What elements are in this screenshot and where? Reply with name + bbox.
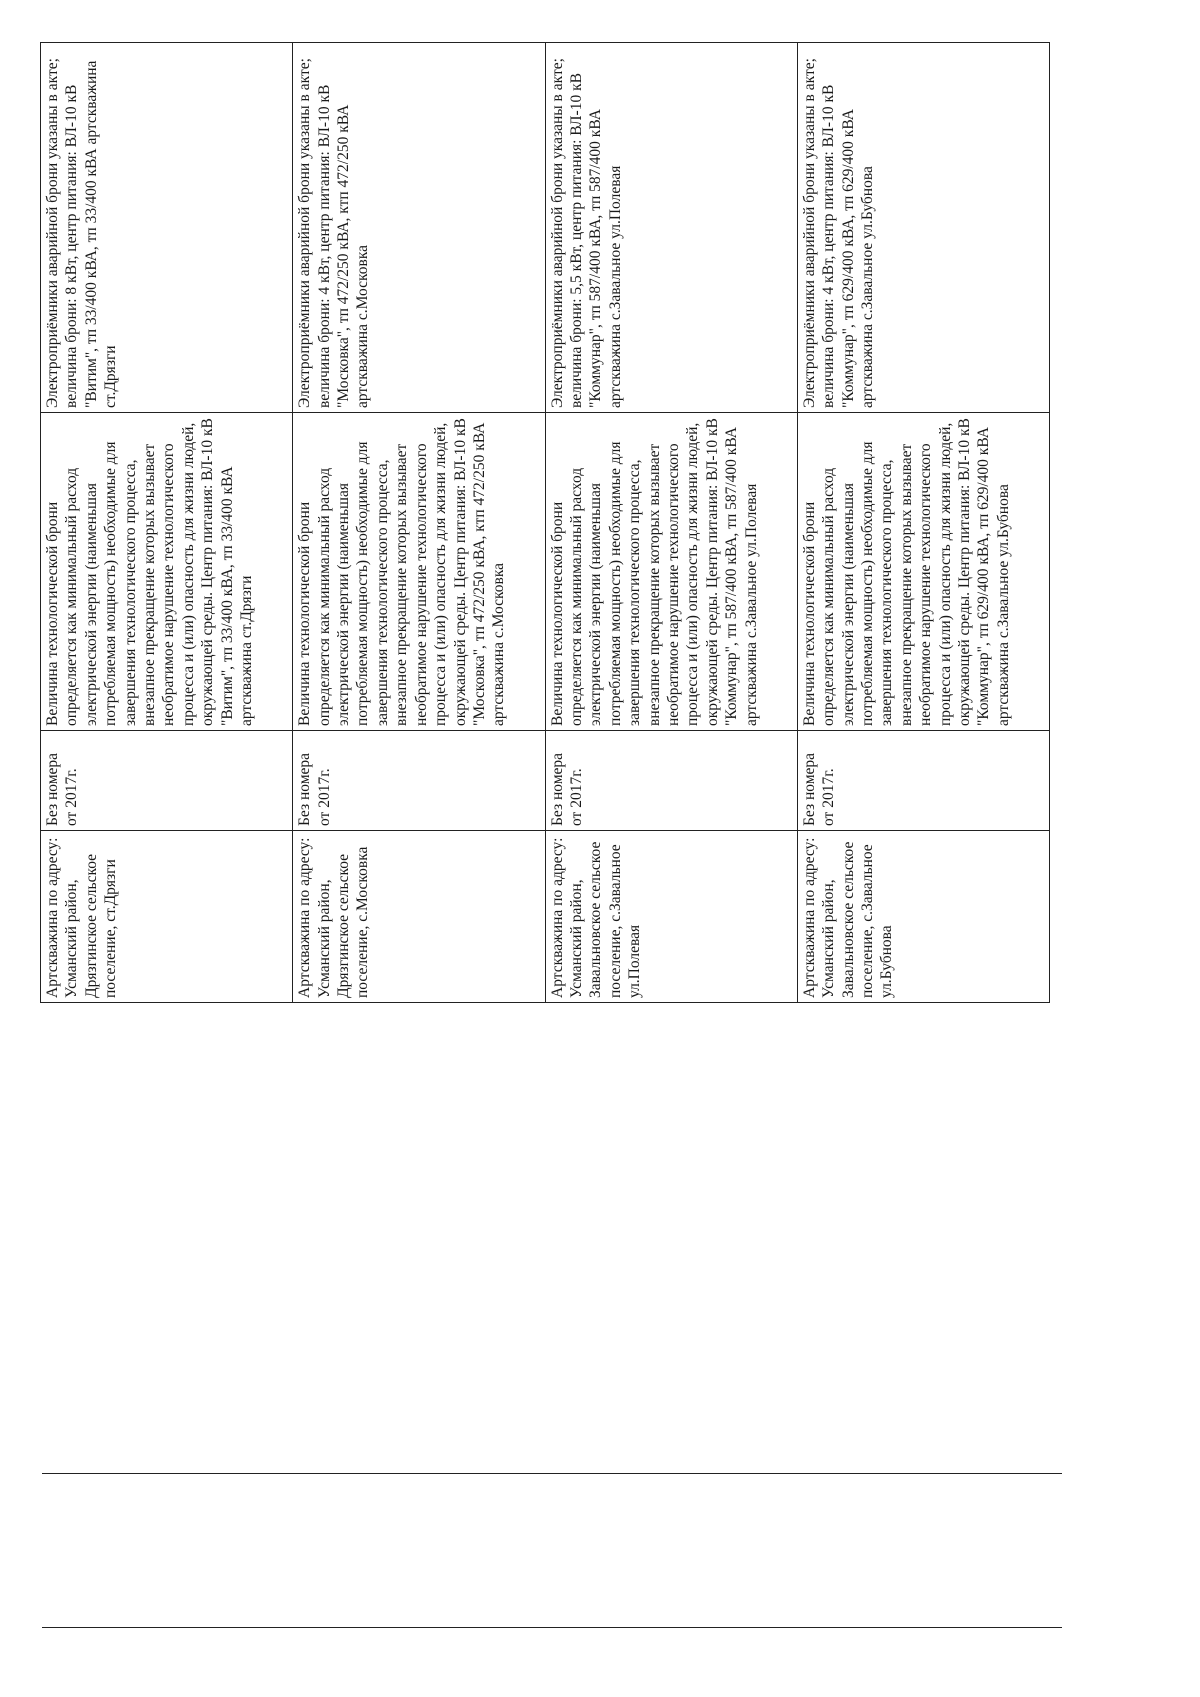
object-address-cell: Артскважина по адресу: Усманский район, Завальновское сельское поселение, с.Завальное ул.Бубнова (797, 831, 1049, 1003)
tech-reserve-cell: Величина технологической брони определяется как минимальный расход электрической энергии (наименьшая потребляемая мощность) необходимые для завершения технологического процесса, внезапное прекращение которых вызывает необратимое нарушение технологического процесса и (или) опасность для жизни людей, окружающей среды. Центр питания: ВЛ-10 кВ "Коммунар", тп 587/400 кВА, тп 587/400 кВА артскважина с.Завальное ул.Полевая (545, 413, 797, 731)
emergency-reserve-cell: Электроприёмники аварийной брони указаны в акте; величина брони: 8 кВт, центр питания: ВЛ-10 кВ "Витим", тп 33/400 кВА, тп 33/400 кВА артскважина ст.Дрязги (41, 43, 293, 413)
reserve-table (40, 42, 1050, 1003)
act-cell: Без номера от 2017г. (293, 731, 545, 831)
table-row (797, 43, 1049, 1003)
act-cell: Без номера от 2017г. (41, 731, 293, 831)
rotated-table-wrapper (40, 43, 1050, 1003)
emergency-reserve-cell: Электроприёмники аварийной брони указаны в акте; величина брони: 4 кВт, центр питания: ВЛ-10 кВ "Московка", тп 472/250 кВА, ктп 472/250 кВА артскважина с.Московка (293, 43, 545, 413)
horizontal-rule (42, 1627, 1062, 1628)
object-address-cell: Артскважина по адресу: Усманский район, Дрязгинское сельское поселение, с.Московка (293, 831, 545, 1003)
table-row (545, 43, 797, 1003)
table-row (41, 43, 293, 1003)
tech-reserve-cell: Величина технологической брони определяется как минимальный расход электрической энергии (наименьшая потребляемая мощность) необходимые для завершения технологического процесса, внезапное прекращение которых вызывает необратимое нарушение технологического процесса и (или) опасность для жизни людей, окружающей среды. Центр питания: ВЛ-10 кВ "Коммунар", тп 629/400 кВА, тп 629/400 кВА артскважина с.Завальное ул.Бубнова (797, 413, 1049, 731)
emergency-reserve-cell: Электроприёмники аварийной брони указаны в акте; величина брони: 5,5 кВт, центр питания: ВЛ-10 кВ "Коммунар", тп 587/400 кВА, тп 587/400 кВА артскважина с.Завальное ул.Полевая (545, 43, 797, 413)
act-cell: Без номера от 2017г. (797, 731, 1049, 831)
act-cell: Без номера от 2017г. (545, 731, 797, 831)
object-address-cell: Артскважина по адресу: Усманский район, Дрязгинское сельское поселение, ст.Дрязги (41, 831, 293, 1003)
emergency-reserve-cell: Электроприёмники аварийной брони указаны в акте; величина брони: 4 кВт, центр питания: ВЛ-10 кВ "Коммунар", тп 629/400 кВА, тп 629/400 кВА артскважина с.Завальное ул.Бубнова (797, 43, 1049, 413)
horizontal-rule (42, 1473, 1062, 1474)
tech-reserve-cell: Величина технологической брони определяется как минимальный расход электрической энергии (наименьшая потребляемая мощность) необходимые для завершения технологического процесса, внезапное прекращение которых вызывает необратимое нарушение технологического процесса и (или) опасность для жизни людей, окружающей среды. Центр питания: ВЛ-10 кВ "Витим", тп 33/400 кВА, тп 33/400 кВА артскважина ст.Дрязги (41, 413, 293, 731)
tech-reserve-cell: Величина технологической брони определяется как минимальный расход электрической энергии (наименьшая потребляемая мощность) необходимые для завершения технологического процесса, внезапное прекращение которых вызывает необратимое нарушение технологического процесса и (или) опасность для жизни людей, окружающей среды. Центр питания: ВЛ-10 кВ "Московка", тп 472/250 кВА, ктп 472/250 кВА артскважина с.Московка (293, 413, 545, 731)
object-address-cell: Артскважина по адресу: Усманский район, Завальновское сельское поселение, с.Завальное ул.Полевая (545, 831, 797, 1003)
table-row (293, 43, 545, 1003)
